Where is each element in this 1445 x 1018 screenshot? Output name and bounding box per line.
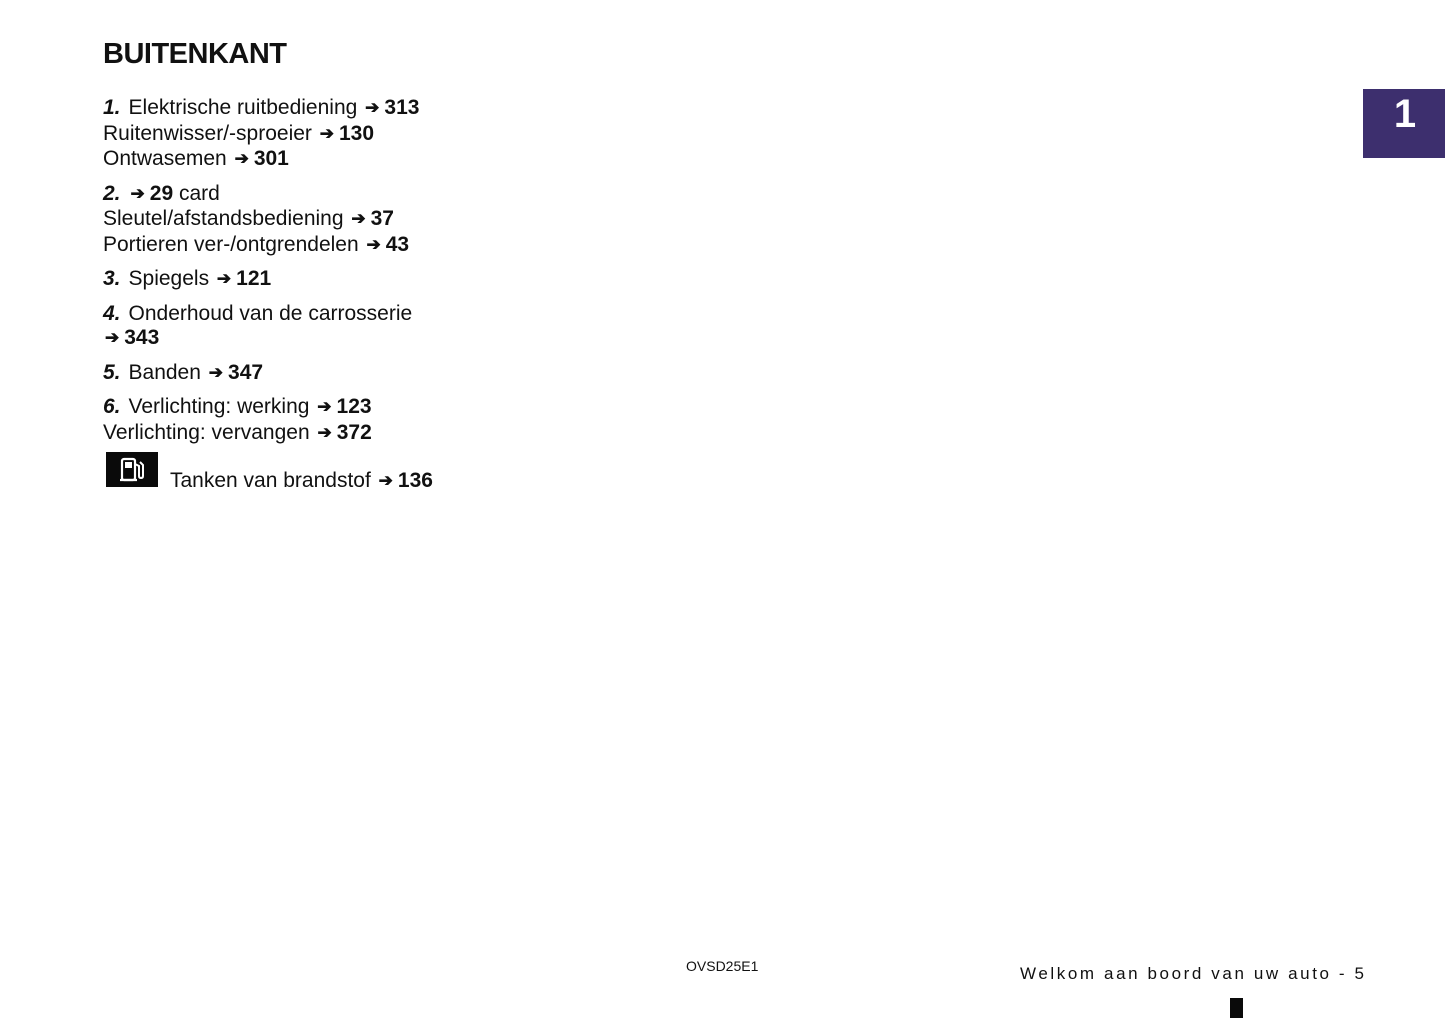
- entry-label: Tanken van brandstof: [170, 468, 371, 492]
- entry-number: 6.: [103, 395, 121, 418]
- page-arrow-icon: ➔: [365, 98, 380, 117]
- index-entry: [103, 182, 463, 259]
- page-arrow-icon: ➔: [105, 328, 120, 347]
- entry-label: Banden: [128, 360, 201, 384]
- index-line: [103, 395, 463, 421]
- page-arrow-icon: ➔: [317, 397, 332, 416]
- page-arrow-icon: ➔: [319, 123, 334, 143]
- page-reference-link[interactable]: 343: [124, 326, 160, 349]
- index-line: [103, 361, 463, 387]
- index-list: [103, 96, 463, 491]
- entry-label: Verlichting: vervangen: [103, 420, 310, 444]
- page-footer: Welkom aan boord van uw auto - 5: [1020, 964, 1367, 983]
- page-reference-link[interactable]: 121: [236, 267, 272, 290]
- index-line: [103, 182, 463, 208]
- entry-number: 4.: [103, 301, 121, 325]
- index-line: [103, 421, 463, 447]
- index-line: [103, 122, 463, 148]
- entry-number: 1.: [103, 96, 121, 119]
- page-arrow-icon: ➔: [130, 183, 145, 203]
- entry-label: Sleutel/afstandsbediening: [103, 207, 344, 230]
- index-entry: [103, 395, 463, 446]
- page-reference-link[interactable]: 123: [336, 395, 372, 418]
- chapter-tab-number: 1: [1393, 92, 1417, 136]
- entry-label: Ruitenwisser/-sproeier: [103, 121, 312, 145]
- index-line: [103, 326, 463, 352]
- index-entry: [103, 267, 463, 293]
- page-reference-link[interactable]: 130: [339, 121, 375, 145]
- page-arrow-icon: ➔: [351, 209, 366, 228]
- entry-label: Spiegels: [128, 267, 210, 290]
- chapter-tab[interactable]: [1363, 89, 1445, 158]
- page-arrow-icon: ➔: [208, 362, 224, 382]
- page-arrow-icon: ➔: [216, 269, 232, 288]
- page-reference-link[interactable]: 347: [228, 360, 264, 384]
- page-title: BUITENKANT: [103, 38, 287, 70]
- fuel-pump-icon: [106, 452, 158, 487]
- page-reference-link[interactable]: 372: [336, 420, 372, 444]
- entry-number: 2.: [103, 181, 121, 205]
- index-line: [103, 147, 463, 173]
- index-line: [170, 469, 433, 495]
- entry-number: 3.: [103, 267, 121, 290]
- index-line: [103, 302, 463, 327]
- document-code: OVSD25E1: [686, 958, 759, 974]
- entry-label: Portieren ver-/ontgrendelen: [103, 232, 359, 256]
- page-reference-link[interactable]: 313: [384, 96, 420, 119]
- index-entry: [103, 96, 463, 173]
- index-line: [103, 267, 463, 293]
- page-edge-marker: [1230, 998, 1243, 1018]
- entry-label: Onderhoud van de carrosserie: [128, 301, 413, 325]
- entry-label: Ontwasemen: [103, 147, 227, 170]
- index-entry: [103, 302, 463, 352]
- entry-label: Verlichting: werking: [128, 395, 310, 418]
- page-reference-link[interactable]: 37: [370, 207, 394, 230]
- page-reference-link[interactable]: 136: [397, 468, 433, 492]
- page-reference-link[interactable]: 43: [385, 232, 410, 256]
- index-entry: [103, 361, 463, 387]
- entry-number: 5.: [103, 360, 121, 384]
- page-reference-link[interactable]: 29: [149, 181, 174, 205]
- index-line: [103, 96, 463, 122]
- page-arrow-icon: ➔: [234, 149, 249, 168]
- page-arrow-icon: ➔: [366, 234, 381, 254]
- entry-label: Elektrische ruitbediening: [128, 96, 358, 119]
- fuel-entry: [103, 456, 463, 491]
- page-reference-link[interactable]: 301: [253, 147, 289, 170]
- page-arrow-icon: ➔: [378, 470, 393, 490]
- index-line: [103, 207, 463, 233]
- page-arrow-icon: ➔: [317, 422, 332, 442]
- index-line: [103, 233, 463, 259]
- entry-suffix: card: [178, 181, 220, 205]
